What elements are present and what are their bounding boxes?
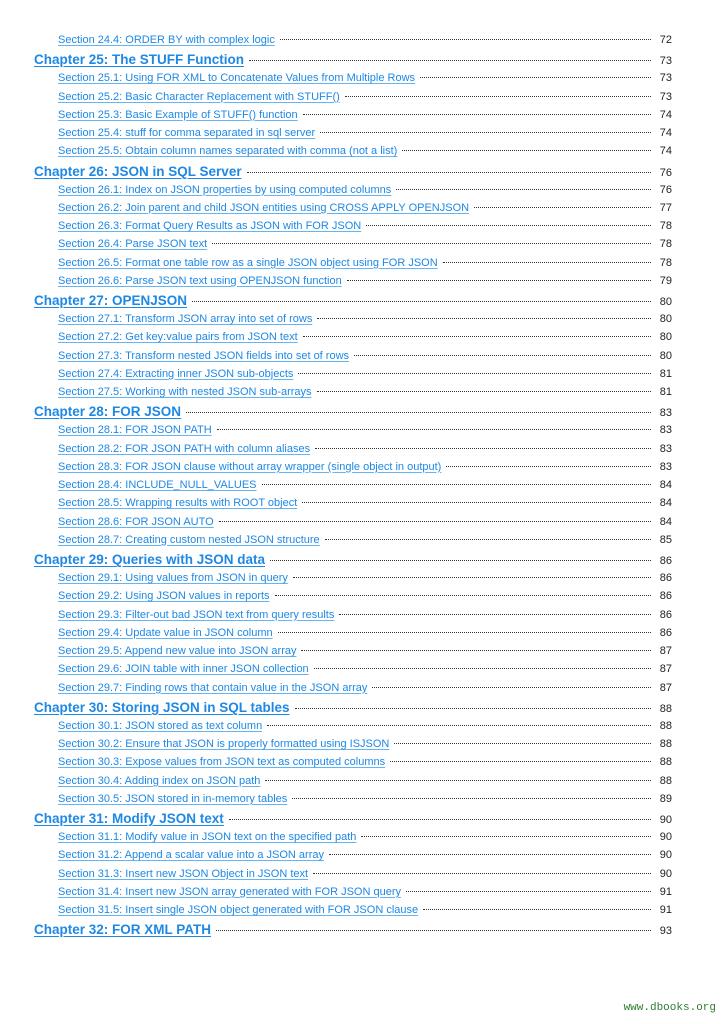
page-number: 86 xyxy=(659,590,672,603)
toc-section-row[interactable] xyxy=(34,479,672,497)
toc-section-row[interactable] xyxy=(34,793,672,811)
section-link[interactable]: Section 25.3: Basic Example of STUFF() function xyxy=(58,108,298,121)
toc-section-row[interactable] xyxy=(34,572,672,590)
toc-chapter-row[interactable] xyxy=(34,700,672,719)
page-number: 91 xyxy=(659,904,672,916)
page-number: 85 xyxy=(659,533,672,546)
dot-leader xyxy=(325,539,651,540)
dot-leader xyxy=(390,761,651,762)
dot-leader xyxy=(320,132,651,133)
page-number: 81 xyxy=(659,367,672,380)
section-link[interactable]: Section 29.2: Using JSON values in reports xyxy=(58,590,270,603)
toc-section-row[interactable] xyxy=(34,904,672,922)
toc-section-row[interactable] xyxy=(34,831,672,849)
toc-section-row[interactable] xyxy=(34,461,672,479)
toc-section-row[interactable] xyxy=(34,72,672,90)
dot-leader xyxy=(298,373,651,374)
page-number: 91 xyxy=(659,885,672,898)
section-link[interactable]: Section 26.6: Parse JSON text using OPENJSON function xyxy=(58,274,342,287)
page-number: 76 xyxy=(659,183,672,196)
page-number: 72 xyxy=(659,34,672,46)
page-number: 86 xyxy=(659,572,672,584)
section-link[interactable]: Section 27.3: Transform nested JSON fields into set of rows xyxy=(58,349,350,362)
toc-section-row[interactable] xyxy=(34,868,672,886)
section-link[interactable]: Section 26.3: Format Query Results as JSON with FOR JSON xyxy=(58,220,362,232)
section-link[interactable]: Section 29.3: Filter-out bad JSON text from query results xyxy=(58,608,335,621)
dot-leader xyxy=(420,77,651,78)
page-number: 88 xyxy=(659,719,672,732)
section-link[interactable]: Section 29.7: Finding rows that contain value in the JSON array xyxy=(58,681,368,694)
dot-leader xyxy=(406,891,651,892)
toc-section-row[interactable] xyxy=(34,109,672,127)
toc-section-row[interactable] xyxy=(34,443,672,461)
dot-leader xyxy=(446,466,651,467)
toc-section-row[interactable] xyxy=(34,645,672,663)
section-link[interactable]: Section 25.1: Using FOR XML to Concatenate Values from Multiple Rows xyxy=(58,72,416,85)
dot-leader xyxy=(262,484,651,485)
dot-leader xyxy=(317,318,651,319)
page-number: 83 xyxy=(659,442,672,455)
section-link[interactable]: Section 29.1: Using values from JSON in query xyxy=(58,572,288,584)
page-number: 80 xyxy=(659,331,672,344)
section-link[interactable]: Section 30.5: JSON stored in in-memory tables xyxy=(58,792,288,805)
dot-leader xyxy=(372,687,651,688)
section-link[interactable]: Section 28.4: INCLUDE_NULL_VALUES xyxy=(58,479,257,491)
page-number: 78 xyxy=(659,256,672,269)
toc-section-row[interactable] xyxy=(34,886,672,904)
dot-leader xyxy=(345,96,651,97)
toc-chapter-row[interactable] xyxy=(34,922,672,941)
dot-leader xyxy=(317,391,651,392)
page-number: 89 xyxy=(659,792,672,805)
section-link[interactable]: Section 31.5: Insert single JSON object generated with FOR JSON clause xyxy=(58,904,419,916)
page-number: 90 xyxy=(659,814,672,826)
toc-section-row[interactable] xyxy=(34,609,672,627)
section-link[interactable]: Section 28.3: FOR JSON clause without array wrapper (single object in output) xyxy=(58,460,442,473)
page-number: 87 xyxy=(659,645,672,657)
toc-chapter-row[interactable] xyxy=(34,293,672,312)
page-number: 90 xyxy=(659,849,672,862)
dot-leader xyxy=(301,650,651,651)
toc-section-row[interactable] xyxy=(34,849,672,867)
dot-leader xyxy=(278,632,651,633)
chapter-link[interactable]: Chapter 25: The STUFF Function xyxy=(34,52,245,68)
section-link[interactable]: Section 31.3: Insert new JSON Object in JSON text xyxy=(58,867,309,880)
toc-section-row[interactable] xyxy=(34,238,672,256)
section-link[interactable]: Section 30.3: Expose values from JSON text as computed columns xyxy=(58,756,386,769)
section-link[interactable]: Section 29.6: JOIN table with inner JSON collection xyxy=(58,663,309,676)
dot-leader xyxy=(192,301,651,302)
dot-leader xyxy=(219,521,651,522)
toc-section-row[interactable] xyxy=(34,220,672,238)
toc-section-row[interactable] xyxy=(34,663,672,681)
chapter-link[interactable]: Chapter 28: FOR JSON xyxy=(34,404,182,420)
page-number: 86 xyxy=(659,555,672,567)
chapter-link[interactable]: Chapter 27: OPENJSON xyxy=(34,293,188,308)
section-link[interactable]: Section 26.2: Join parent and child JSON entities using CROSS APPLY OPENJSON xyxy=(58,201,470,214)
chapter-link[interactable]: Chapter 29: Queries with JSON data xyxy=(34,552,266,567)
section-link[interactable]: Section 27.5: Working with nested JSON sub-arrays xyxy=(58,386,312,398)
chapter-link[interactable]: Chapter 32: FOR XML PATH xyxy=(34,922,212,938)
dot-leader xyxy=(275,595,651,596)
page-number: 78 xyxy=(659,238,672,251)
chapter-link[interactable]: Chapter 26: JSON in SQL Server xyxy=(34,163,242,179)
page-number: 88 xyxy=(659,702,672,715)
dot-leader xyxy=(366,225,651,226)
dot-leader xyxy=(280,39,651,40)
toc-section-row[interactable] xyxy=(34,127,672,145)
page-number: 80 xyxy=(659,313,672,325)
page-number: 88 xyxy=(659,756,672,769)
page-number: 90 xyxy=(659,867,672,880)
section-link[interactable]: Section 26.5: Format one table row as a single JSON object using FOR JSON xyxy=(58,256,438,269)
page-number: 73 xyxy=(659,72,672,85)
dot-leader xyxy=(423,909,651,910)
section-link[interactable]: Section 25.5: Obtain column names separated with comma (not a list) xyxy=(58,145,398,158)
dot-leader xyxy=(265,780,651,781)
toc-section-row[interactable] xyxy=(34,516,672,534)
dot-leader xyxy=(354,355,651,356)
dot-leader xyxy=(212,243,651,244)
toc-section-row[interactable] xyxy=(34,202,672,220)
section-link[interactable]: Section 29.4: Update value in JSON column xyxy=(58,626,273,639)
dot-leader xyxy=(303,336,651,337)
page-number: 84 xyxy=(659,515,672,528)
page-number: 74 xyxy=(659,108,672,121)
toc-section-row[interactable] xyxy=(34,386,672,404)
page-number: 80 xyxy=(659,349,672,362)
section-link[interactable]: Section 28.6: FOR JSON AUTO xyxy=(58,515,214,528)
page-number: 84 xyxy=(659,497,672,510)
toc-section-row[interactable] xyxy=(34,145,672,163)
section-link[interactable]: Section 26.1: Index on JSON properties by using computed columns xyxy=(58,183,392,196)
page-number: 88 xyxy=(659,738,672,750)
section-link[interactable]: Section 28.5: Wrapping results with ROOT object xyxy=(58,497,298,510)
dot-leader xyxy=(186,412,651,413)
dot-leader xyxy=(314,668,651,669)
page-number: 78 xyxy=(659,220,672,232)
dot-leader xyxy=(302,502,651,503)
dot-leader xyxy=(216,930,651,931)
toc-section-row[interactable] xyxy=(34,257,672,275)
page-number: 81 xyxy=(659,386,672,398)
dot-leader xyxy=(267,725,651,726)
section-link[interactable]: Section 25.4: stuff for comma separated in sql server xyxy=(58,127,316,139)
page-number: 84 xyxy=(659,479,672,491)
page-number: 80 xyxy=(659,296,672,308)
toc-section-row[interactable] xyxy=(34,775,672,793)
page-number: 83 xyxy=(659,424,672,437)
dot-leader xyxy=(303,114,651,115)
dot-leader xyxy=(329,854,651,855)
section-link[interactable]: Section 27.4: Extracting inner JSON sub-objects xyxy=(58,367,294,380)
dot-leader xyxy=(217,429,651,430)
chapter-link[interactable]: Chapter 30: Storing JSON in SQL tables xyxy=(34,699,290,715)
toc-chapter-row[interactable] xyxy=(34,164,672,183)
page-number: 88 xyxy=(659,774,672,787)
dot-leader xyxy=(443,262,651,263)
dot-leader xyxy=(347,280,651,281)
section-link[interactable]: Section 26.4: Parse JSON text xyxy=(58,238,208,251)
dot-leader xyxy=(394,743,651,744)
dot-leader xyxy=(474,207,651,208)
dot-leader xyxy=(339,614,651,615)
page-number: 74 xyxy=(659,127,672,139)
page-number: 74 xyxy=(659,145,672,158)
toc-section-row[interactable] xyxy=(34,534,672,552)
section-link[interactable]: Section 30.2: Ensure that JSON is properly formatted using ISJSON xyxy=(58,738,390,750)
dot-leader xyxy=(396,189,651,190)
toc-section-row[interactable] xyxy=(34,313,672,331)
toc-section-row[interactable] xyxy=(34,720,672,738)
toc-section-row[interactable] xyxy=(34,275,672,293)
dot-leader xyxy=(293,577,651,578)
toc-section-row[interactable] xyxy=(34,34,672,52)
section-link[interactable]: Section 28.7: Creating custom nested JSON structure xyxy=(58,533,320,546)
page-number: 83 xyxy=(659,407,672,420)
section-link[interactable]: Section 28.1: FOR JSON PATH xyxy=(58,424,212,437)
section-link[interactable]: Section 31.1: Modify value in JSON text on the specified path xyxy=(58,831,357,843)
page-number: 86 xyxy=(659,608,672,621)
page-number: 86 xyxy=(659,626,672,639)
page-number: 76 xyxy=(659,166,672,179)
page-number: 73 xyxy=(659,55,672,68)
dot-leader xyxy=(402,150,651,151)
page-number: 93 xyxy=(659,925,672,938)
dot-leader xyxy=(247,172,651,173)
dot-leader xyxy=(229,819,651,820)
toc-chapter-row[interactable] xyxy=(34,52,672,71)
dot-leader xyxy=(292,798,651,799)
chapter-link[interactable]: Chapter 31: Modify JSON text xyxy=(34,811,224,826)
section-link[interactable]: Section 31.2: Append a scalar value into a JSON array xyxy=(58,849,324,862)
dot-leader xyxy=(270,560,651,561)
toc-section-row[interactable] xyxy=(34,331,672,349)
dot-leader xyxy=(313,873,651,874)
page-number: 77 xyxy=(659,201,672,214)
dot-leader xyxy=(295,708,651,709)
dot-leader xyxy=(249,60,651,61)
page-number: 87 xyxy=(659,663,672,676)
toc-section-row[interactable] xyxy=(34,627,672,645)
section-link[interactable]: Section 31.4: Insert new JSON array generated with FOR JSON query xyxy=(58,885,401,898)
page-number: 73 xyxy=(659,90,672,103)
table-of-contents xyxy=(34,34,672,941)
toc-chapter-row[interactable] xyxy=(34,552,672,571)
section-link[interactable]: Section 28.2: FOR JSON PATH with column aliases xyxy=(58,442,311,455)
page-number: 83 xyxy=(659,460,672,473)
dot-leader xyxy=(361,836,651,837)
section-link[interactable]: Section 30.1: JSON stored as text column xyxy=(58,719,263,732)
section-link[interactable]: Section 27.2: Get key:value pairs from JSON text xyxy=(58,331,298,344)
section-link[interactable]: Section 27.1: Transform JSON array into set of rows xyxy=(58,313,313,325)
toc-section-row[interactable] xyxy=(34,424,672,442)
page-number: 87 xyxy=(659,681,672,694)
toc-section-row[interactable] xyxy=(34,184,672,202)
toc-section-row[interactable] xyxy=(34,682,672,700)
watermark-link[interactable]: www.dbooks.org xyxy=(623,1002,716,1014)
toc-section-row[interactable] xyxy=(34,91,672,109)
toc-chapter-row[interactable] xyxy=(34,811,672,830)
section-link[interactable]: Section 24.4: ORDER BY with complex logic xyxy=(58,34,275,46)
page-number: 90 xyxy=(659,831,672,843)
section-link[interactable]: Section 29.5: Append new value into JSON array xyxy=(58,645,297,657)
dot-leader xyxy=(315,448,651,449)
toc-chapter-row[interactable] xyxy=(34,404,672,423)
toc-section-row[interactable] xyxy=(34,497,672,515)
section-link[interactable]: Section 25.2: Basic Character Replacement with STUFF() xyxy=(58,90,340,103)
toc-section-row[interactable] xyxy=(34,590,672,608)
page-number: 79 xyxy=(659,274,672,287)
toc-section-row[interactable] xyxy=(34,756,672,774)
toc-section-row[interactable] xyxy=(34,738,672,756)
section-link[interactable]: Section 30.4: Adding index on JSON path xyxy=(58,774,261,787)
toc-section-row[interactable] xyxy=(34,368,672,386)
toc-section-row[interactable] xyxy=(34,350,672,368)
